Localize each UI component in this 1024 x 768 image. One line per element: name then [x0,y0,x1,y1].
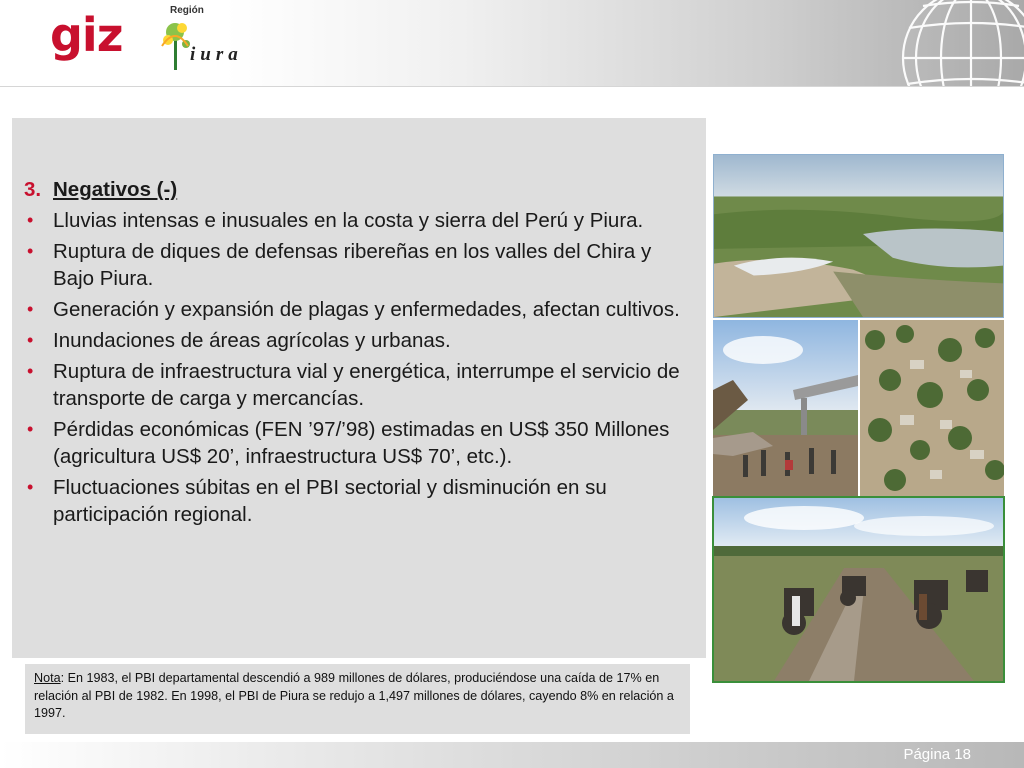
list-item [12,296,692,323]
footer-band [0,742,1024,768]
photo-dam-aerial [713,154,1004,318]
list-item-text: Lluvias intensas e inusuales en la costa y sierra del Perú y Piura. [53,209,644,232]
region-label: Región [170,5,204,16]
photo-flooded-town [860,320,1004,496]
photo-tractors-mud [712,496,1005,683]
list-item-text: Generación y expansión de plagas y enfermedades, afectan cultivos. [53,298,680,321]
list-item [12,238,692,292]
bullet-icon: • [27,241,34,261]
list-item [12,327,692,354]
list-item [12,474,692,528]
list-item-text: Ruptura de infraestructura vial y energética, interrumpe el servicio de transporte de carga y mercancías. [53,360,680,410]
note-label: Nota [34,671,61,685]
bullet-icon: • [27,361,34,381]
bullet-icon: • [27,419,34,439]
list-item-text: Ruptura de diques de defensas ribereñas en los valles del Chira y Bajo Piura. [53,240,652,290]
section-heading [12,176,692,203]
globe-icon [893,0,1024,86]
bullet-list [12,176,692,532]
list-item-text: Inundaciones de áreas agrícolas y urbanas. [53,329,451,352]
giz-logo: giz [50,8,123,62]
note-text: : En 1983, el PBI departamental descendió a 989 millones de dólares, produciéndose una caída de 17% en relación al PBI de 1982. En 1998, el PBI de Piura se redujo a 1,497 millones de dólares, cayendo 8% en relación a 1997. [34,671,674,720]
bullet-icon: • [27,210,34,230]
bullet-icon: • [27,330,34,350]
header-band [0,0,1024,87]
list-item-text: Pérdidas económicas (FEN ’97/’98) estimadas en US$ 350 Millones (agricultura US$ 20’, infraestructura US$ 70’, etc.). [53,418,670,468]
bullet-icon: • [27,299,34,319]
list-item-text: Fluctuaciones súbitas en el PBI sectorial y disminución en su participación regional. [53,476,607,526]
page-number: Página 18 [903,746,971,763]
region-name: iura [190,44,243,65]
list-item [12,416,692,470]
photo-collapsed-bridge [713,320,858,496]
content-panel [12,118,706,658]
list-item [12,358,692,412]
heading-text: Negativos (-) [53,178,178,201]
bullet-icon: • [27,477,34,497]
list-item [12,207,692,234]
note-box [25,664,690,734]
heading-number: 3. [24,178,42,201]
